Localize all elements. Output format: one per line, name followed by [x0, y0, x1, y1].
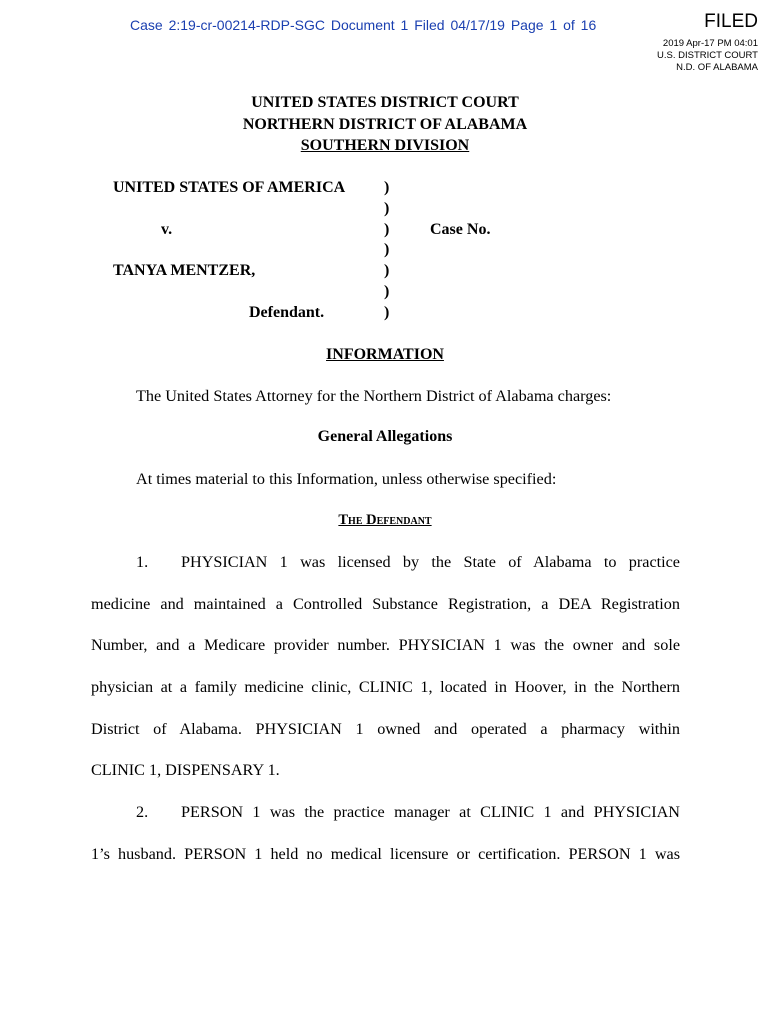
caption-paren: ) [384, 262, 390, 279]
caption-versus: v. [161, 221, 173, 238]
caption-defendant-label: Defendant. [249, 304, 325, 321]
filed-stamp-district: N.D. OF ALABAMA [676, 62, 758, 73]
caption-paren: ) [384, 283, 390, 300]
paragraph-line: 1’s husband. PERSON 1 held no medical licensure or certification. PERSON 1 was [91, 845, 680, 863]
filed-stamp-court: U.S. DISTRICT COURT [657, 50, 758, 61]
caption-paren: ) [384, 304, 390, 321]
caption-case-number-label: Case No. [430, 221, 491, 238]
paragraph-line: CLINIC 1, DISPENSARY 1. [91, 761, 280, 779]
times-material-statement: At times material to this Information, unless otherwise specified: [136, 470, 557, 488]
court-division: SOUTHERN DIVISION [300, 137, 470, 154]
caption-paren: ) [384, 221, 390, 238]
paragraph-line: physician at a family medicine clinic, CLINIC 1, located in Hoover, in the Northern [91, 678, 680, 696]
filed-stamp-datetime: 2019 Apr-17 PM 04:01 [662, 38, 758, 49]
paragraph-line: PERSON 1 was the practice manager at CLINIC 1 and PHYSICIAN [181, 803, 680, 821]
paragraph-line: Number, and a Medicare provider number. PHYSICIAN 1 was the owner and sole [91, 636, 680, 654]
caption-defendant-name: TANYA MENTZER, [113, 262, 256, 279]
general-allegations-heading: General Allegations [317, 428, 453, 445]
case-header-banner: Case 2:19-cr-00214-RDP-SGC Document 1 Filed 04/17/19 Page 1 of 16 [130, 17, 597, 33]
caption-paren: ) [384, 200, 390, 217]
caption-paren: ) [384, 179, 390, 196]
court-district: NORTHERN DISTRICT OF ALABAMA [242, 116, 528, 133]
intro-statement: The United States Attorney for the Northern District of Alabama charges: [136, 387, 612, 405]
section-heading-the-defendant: The Defendant [338, 512, 432, 528]
caption-plaintiff: UNITED STATES OF AMERICA [113, 179, 346, 196]
paragraph-number: 1. [136, 553, 149, 571]
caption-paren: ) [384, 241, 390, 258]
paragraph-number: 2. [136, 803, 149, 821]
paragraph-line: PHYSICIAN 1 was licensed by the State of Alabama to practice [181, 553, 680, 571]
document-title: INFORMATION [326, 346, 444, 363]
paragraph-line: medicine and maintained a Controlled Substance Registration, a DEA Registration [91, 595, 680, 613]
filed-stamp-title: FILED [704, 11, 758, 32]
court-name: UNITED STATES DISTRICT COURT [251, 94, 519, 111]
paragraph-line: District of Alabama. PHYSICIAN 1 owned and operated a pharmacy within [91, 720, 680, 738]
